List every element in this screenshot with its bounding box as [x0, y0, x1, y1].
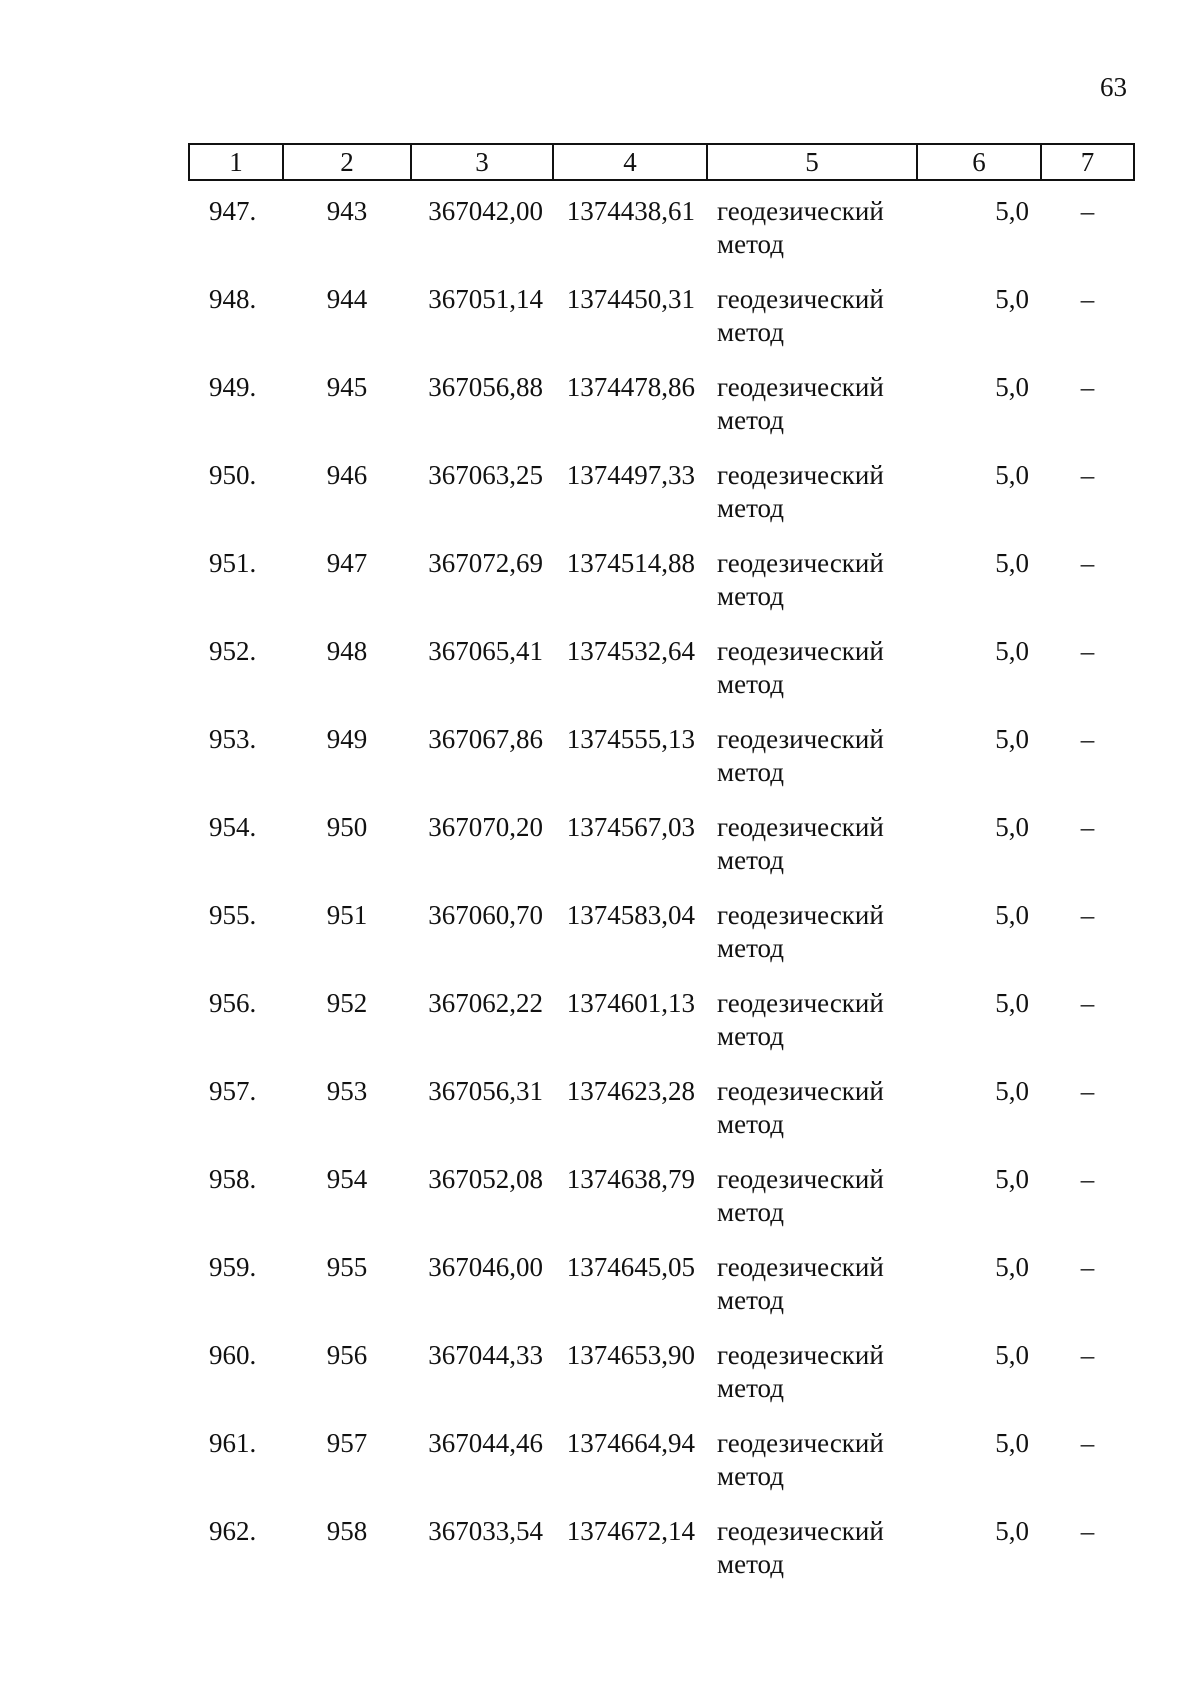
coordinates-table	[188, 143, 1135, 1603]
note-cell: –	[1080, 1164, 1095, 1194]
coordinate-x-cell: 367033,54	[428, 1516, 543, 1546]
row-number-cell: 961.	[209, 1428, 257, 1458]
coordinate-y-cell: 1374583,04	[566, 900, 695, 930]
note-cell: –	[1080, 1252, 1095, 1282]
coordinate-y-cell: 1374450,31	[566, 284, 695, 314]
accuracy-cell: 5,0	[995, 724, 1029, 754]
table-row	[189, 1515, 1134, 1603]
note-cell: –	[1080, 196, 1095, 226]
coordinate-x-cell: 367056,88	[428, 372, 543, 402]
method-line-1: геодезический	[717, 284, 884, 314]
coordinate-y-cell: 1374478,86	[566, 372, 695, 402]
point-number-cell: 955	[326, 1252, 368, 1282]
coordinate-x-cell: 367072,69	[428, 548, 543, 578]
point-number-cell: 950	[326, 812, 368, 842]
method-cell	[707, 987, 917, 1075]
table-row	[189, 635, 1134, 723]
method-cell	[707, 723, 917, 811]
method-line-2: метод	[717, 1021, 784, 1051]
method-line-1: геодезический	[717, 460, 884, 490]
method-line-1: геодезический	[717, 196, 884, 226]
table-row	[189, 547, 1134, 635]
coordinate-y-cell: 1374653,90	[566, 1340, 695, 1370]
coordinate-x-cell: 367065,41	[428, 636, 543, 666]
coordinate-x-cell: 367051,14	[428, 284, 543, 314]
note-cell: –	[1080, 1516, 1095, 1546]
point-number-cell: 947	[326, 548, 368, 578]
table-row	[189, 1163, 1134, 1251]
note-cell: –	[1080, 724, 1095, 754]
note-cell: –	[1080, 988, 1095, 1018]
coordinate-y-cell: 1374532,64	[566, 636, 695, 666]
method-cell	[707, 635, 917, 723]
table-row	[189, 1075, 1134, 1163]
method-cell	[707, 283, 917, 371]
method-line-2: метод	[717, 1461, 784, 1491]
coordinate-x-cell: 367044,46	[428, 1428, 543, 1458]
accuracy-cell: 5,0	[995, 372, 1029, 402]
row-number-cell: 956.	[209, 988, 257, 1018]
row-number-cell: 952.	[209, 636, 257, 666]
accuracy-cell: 5,0	[995, 812, 1029, 842]
page-number: 63	[1100, 72, 1127, 102]
method-cell	[707, 459, 917, 547]
method-cell	[707, 1339, 917, 1427]
method-line-2: метод	[717, 757, 784, 787]
coordinate-y-cell: 1374623,28	[566, 1076, 695, 1106]
table-row	[189, 283, 1134, 371]
header-col-7: 7	[1041, 144, 1134, 180]
method-cell	[707, 1163, 917, 1251]
method-line-1: геодезический	[717, 724, 884, 754]
method-line-1: геодезический	[717, 1076, 884, 1106]
row-number-cell: 951.	[209, 548, 257, 578]
accuracy-cell: 5,0	[995, 196, 1029, 226]
accuracy-cell: 5,0	[995, 636, 1029, 666]
table-row	[189, 459, 1134, 547]
method-line-2: метод	[717, 933, 784, 963]
point-number-cell: 946	[326, 460, 368, 490]
coordinate-x-cell: 367042,00	[428, 196, 543, 226]
method-line-2: метод	[717, 317, 784, 347]
header-col-6: 6	[917, 144, 1041, 180]
method-line-1: геодезический	[717, 636, 884, 666]
table-body	[189, 180, 1134, 1603]
table-row	[189, 987, 1134, 1075]
coordinate-y-cell: 1374497,33	[566, 460, 695, 490]
method-line-1: геодезический	[717, 988, 884, 1018]
method-line-2: метод	[717, 581, 784, 611]
coordinate-y-cell: 1374664,94	[566, 1428, 695, 1458]
point-number-cell: 944	[326, 284, 368, 314]
method-line-2: метод	[717, 1373, 784, 1403]
row-number-cell: 959.	[209, 1252, 257, 1282]
method-cell	[707, 371, 917, 459]
coordinate-x-cell: 367046,00	[428, 1252, 543, 1282]
method-line-1: геодезический	[717, 372, 884, 402]
method-cell	[707, 811, 917, 899]
row-number-cell: 954.	[209, 812, 257, 842]
coordinate-y-cell: 1374438,61	[566, 196, 695, 226]
coordinate-y-cell: 1374672,14	[566, 1516, 695, 1546]
row-number-cell: 949.	[209, 372, 257, 402]
note-cell: –	[1080, 460, 1095, 490]
row-number-cell: 950.	[209, 460, 257, 490]
point-number-cell: 957	[326, 1428, 368, 1458]
coordinate-x-cell: 367056,31	[428, 1076, 543, 1106]
table-row	[189, 1251, 1134, 1339]
table-row	[189, 180, 1134, 283]
method-line-1: геодезический	[717, 1164, 884, 1194]
table-row	[189, 811, 1134, 899]
point-number-cell: 954	[326, 1164, 368, 1194]
accuracy-cell: 5,0	[995, 1428, 1029, 1458]
coordinate-y-cell: 1374638,79	[566, 1164, 695, 1194]
accuracy-cell: 5,0	[995, 460, 1029, 490]
row-number-cell: 948.	[209, 284, 257, 314]
point-number-cell: 948	[326, 636, 368, 666]
accuracy-cell: 5,0	[995, 988, 1029, 1018]
point-number-cell: 958	[326, 1516, 368, 1546]
method-line-2: метод	[717, 845, 784, 875]
accuracy-cell: 5,0	[995, 1164, 1029, 1194]
coordinate-x-cell: 367063,25	[428, 460, 543, 490]
coordinate-y-cell: 1374555,13	[566, 724, 695, 754]
header-col-3: 3	[411, 144, 553, 180]
note-cell: –	[1080, 1428, 1095, 1458]
method-line-1: геодезический	[717, 1516, 884, 1546]
method-line-2: метод	[717, 229, 784, 259]
accuracy-cell: 5,0	[995, 1340, 1029, 1370]
method-line-2: метод	[717, 1109, 784, 1139]
row-number-cell: 962.	[209, 1516, 257, 1546]
note-cell: –	[1080, 548, 1095, 578]
row-number-cell: 957.	[209, 1076, 257, 1106]
coordinate-y-cell: 1374645,05	[566, 1252, 695, 1282]
accuracy-cell: 5,0	[995, 900, 1029, 930]
header-col-5: 5	[707, 144, 917, 180]
accuracy-cell: 5,0	[995, 1252, 1029, 1282]
row-number-cell: 958.	[209, 1164, 257, 1194]
method-line-1: геодезический	[717, 900, 884, 930]
note-cell: –	[1080, 900, 1095, 930]
method-line-1: геодезический	[717, 1428, 884, 1458]
point-number-cell: 952	[326, 988, 368, 1018]
method-cell	[707, 1515, 917, 1603]
note-cell: –	[1080, 372, 1095, 402]
header-col-1: 1	[189, 144, 283, 180]
note-cell: –	[1080, 636, 1095, 666]
note-cell: –	[1080, 1340, 1095, 1370]
coordinate-y-cell: 1374567,03	[566, 812, 695, 842]
table-row	[189, 1427, 1134, 1515]
method-line-2: метод	[717, 405, 784, 435]
method-cell	[707, 547, 917, 635]
method-line-2: метод	[717, 493, 784, 523]
method-cell	[707, 1427, 917, 1515]
row-number-cell: 953.	[209, 724, 257, 754]
method-line-1: геодезический	[717, 812, 884, 842]
point-number-cell: 943	[326, 196, 368, 226]
accuracy-cell: 5,0	[995, 1076, 1029, 1106]
coordinate-x-cell: 367060,70	[428, 900, 543, 930]
point-number-cell: 951	[326, 900, 368, 930]
table-row	[189, 899, 1134, 987]
coordinate-x-cell: 367067,86	[428, 724, 543, 754]
method-line-2: метод	[717, 1285, 784, 1315]
note-cell: –	[1080, 284, 1095, 314]
note-cell: –	[1080, 1076, 1095, 1106]
accuracy-cell: 5,0	[995, 548, 1029, 578]
coordinate-x-cell: 367062,22	[428, 988, 543, 1018]
point-number-cell: 949	[326, 724, 368, 754]
point-number-cell: 953	[326, 1076, 368, 1106]
table-header	[189, 144, 1134, 180]
method-line-1: геодезический	[717, 548, 884, 578]
method-line-2: метод	[717, 1197, 784, 1227]
row-number-cell: 960.	[209, 1340, 257, 1370]
coordinate-x-cell: 367052,08	[428, 1164, 543, 1194]
table-row	[189, 1339, 1134, 1427]
coordinate-y-cell: 1374514,88	[566, 548, 695, 578]
accuracy-cell: 5,0	[995, 1516, 1029, 1546]
coordinate-y-cell: 1374601,13	[566, 988, 695, 1018]
method-line-2: метод	[717, 1549, 784, 1579]
accuracy-cell: 5,0	[995, 284, 1029, 314]
header-row	[189, 144, 1134, 180]
method-line-1: геодезический	[717, 1340, 884, 1370]
note-cell: –	[1080, 812, 1095, 842]
point-number-cell: 956	[326, 1340, 368, 1370]
table-row	[189, 723, 1134, 811]
method-line-1: геодезический	[717, 1252, 884, 1282]
header-col-2: 2	[283, 144, 411, 180]
point-number-cell: 945	[326, 372, 368, 402]
header-col-4: 4	[553, 144, 707, 180]
method-cell	[707, 1251, 917, 1339]
row-number-cell: 947.	[209, 196, 257, 226]
method-line-2: метод	[717, 669, 784, 699]
method-cell	[707, 1075, 917, 1163]
coordinate-x-cell: 367070,20	[428, 812, 543, 842]
table-row	[189, 371, 1134, 459]
row-number-cell: 955.	[209, 900, 257, 930]
method-cell	[707, 180, 917, 283]
coordinate-x-cell: 367044,33	[428, 1340, 543, 1370]
method-cell	[707, 899, 917, 987]
